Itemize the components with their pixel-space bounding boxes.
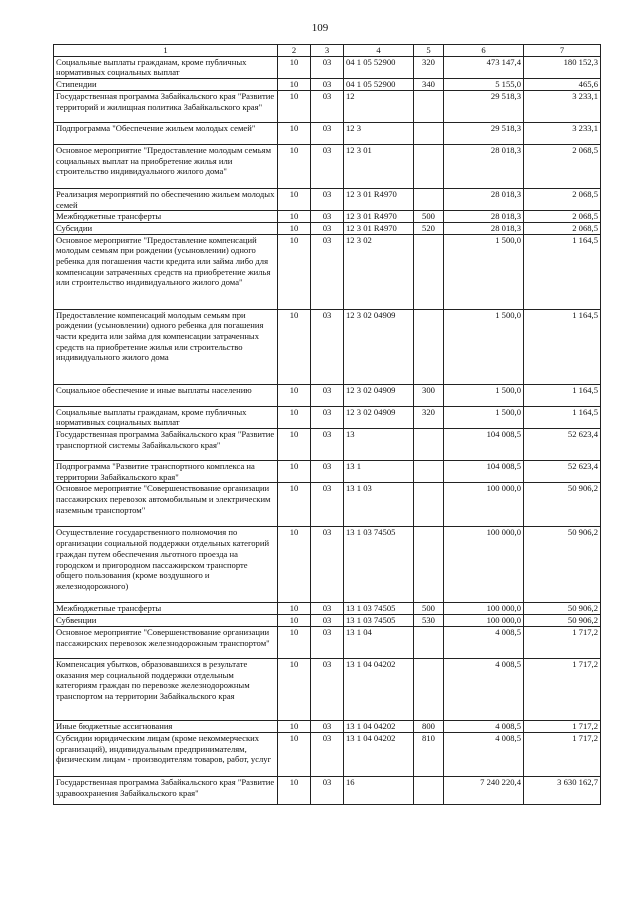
cell-name: Компенсация убытков, образовавшихся в результате оказания мер социальной поддержки отдельным категориям граждан по перевозке железнодорожным транспортом на территории Забайкальского края [54, 658, 278, 720]
cell-name: Межбюджетные трансферты [54, 211, 278, 223]
cell-amount-plan: 104 008,5 [444, 461, 524, 483]
table-row [54, 406, 601, 428]
cell-target-article: 12 3 02 04909 [344, 384, 414, 406]
column-header: 4 [344, 45, 414, 57]
cell-amount-actual: 50 906,2 [524, 615, 601, 627]
cell-name: Социальные выплаты гражданам, кроме публичных нормативных социальных выплат [54, 56, 278, 78]
cell-target-article: 12 3 01 R4970 [344, 222, 414, 234]
column-header: 7 [524, 45, 601, 57]
cell-target-article: 13 1 [344, 461, 414, 483]
cell-target-article: 13 1 03 74505 [344, 615, 414, 627]
cell-expense-type: 800 [414, 720, 444, 732]
cell-amount-plan: 1 500,0 [444, 384, 524, 406]
table-row [54, 429, 601, 461]
cell-section: 10 [278, 122, 311, 144]
cell-target-article: 12 3 01 R4970 [344, 211, 414, 223]
cell-name: Подпрограмма "Обеспечение жильем молодых семей" [54, 122, 278, 144]
cell-amount-actual: 1 717,2 [524, 732, 601, 776]
cell-subsection: 03 [311, 56, 344, 78]
cell-expense-type [414, 626, 444, 658]
table-row [54, 188, 601, 210]
cell-expense-type [414, 188, 444, 210]
cell-name: Стипендии [54, 79, 278, 91]
table-row [54, 527, 601, 603]
cell-section: 10 [278, 776, 311, 804]
cell-name: Основное мероприятие "Совершенствование организации пассажирских перевозок железнодорожным транспортом" [54, 626, 278, 658]
cell-section: 10 [278, 211, 311, 223]
cell-expense-type: 340 [414, 79, 444, 91]
cell-name: Государственная программа Забайкальского края "Развитие здравоохранения Забайкальского края" [54, 776, 278, 804]
cell-amount-actual: 1 164,5 [524, 309, 601, 384]
cell-subsection: 03 [311, 90, 344, 122]
cell-expense-type [414, 309, 444, 384]
cell-amount-plan: 1 500,0 [444, 406, 524, 428]
cell-expense-type: 810 [414, 732, 444, 776]
cell-amount-plan: 1 500,0 [444, 309, 524, 384]
cell-name: Государственная программа Забайкальского края "Развитие транспортной системы Забайкальского края" [54, 429, 278, 461]
cell-target-article: 12 3 02 04909 [344, 406, 414, 428]
cell-amount-plan: 4 008,5 [444, 720, 524, 732]
column-header: 5 [414, 45, 444, 57]
cell-target-article: 04 1 05 52900 [344, 79, 414, 91]
cell-subsection: 03 [311, 776, 344, 804]
cell-target-article: 13 1 03 74505 [344, 603, 414, 615]
cell-amount-actual: 1 717,2 [524, 658, 601, 720]
cell-section: 10 [278, 626, 311, 658]
cell-target-article: 13 1 04 [344, 626, 414, 658]
cell-amount-actual: 1 164,5 [524, 384, 601, 406]
table-row [54, 626, 601, 658]
column-header: 2 [278, 45, 311, 57]
cell-subsection: 03 [311, 461, 344, 483]
cell-target-article: 12 3 02 [344, 234, 414, 309]
cell-section: 10 [278, 732, 311, 776]
cell-section: 10 [278, 527, 311, 603]
cell-amount-actual: 2 068,5 [524, 188, 601, 210]
table-row [54, 658, 601, 720]
cell-expense-type: 520 [414, 222, 444, 234]
cell-subsection: 03 [311, 384, 344, 406]
cell-amount-plan: 5 155,0 [444, 79, 524, 91]
cell-target-article: 12 3 01 R4970 [344, 188, 414, 210]
column-header: 1 [54, 45, 278, 57]
cell-section: 10 [278, 461, 311, 483]
cell-name: Реализация мероприятий по обеспечению жильем молодых семей [54, 188, 278, 210]
table-row [54, 211, 601, 223]
cell-amount-actual: 50 906,2 [524, 483, 601, 527]
cell-section: 10 [278, 603, 311, 615]
table-row [54, 144, 601, 188]
cell-amount-actual: 3 233,1 [524, 90, 601, 122]
cell-amount-actual: 2 068,5 [524, 144, 601, 188]
cell-name: Субсидии [54, 222, 278, 234]
table-row [54, 90, 601, 122]
cell-subsection: 03 [311, 144, 344, 188]
cell-target-article: 13 1 03 74505 [344, 527, 414, 603]
cell-amount-actual: 52 623,4 [524, 429, 601, 461]
cell-subsection: 03 [311, 188, 344, 210]
cell-amount-plan: 100 000,0 [444, 603, 524, 615]
cell-expense-type [414, 90, 444, 122]
table-row [54, 732, 601, 776]
table-row [54, 615, 601, 627]
cell-subsection: 03 [311, 222, 344, 234]
cell-amount-actual: 1 717,2 [524, 720, 601, 732]
cell-amount-plan: 28 018,3 [444, 188, 524, 210]
cell-amount-actual: 465,6 [524, 79, 601, 91]
cell-name: Государственная программа Забайкальского края "Развитие территорий и жилищная политика Забайкальского края" [54, 90, 278, 122]
column-header: 6 [444, 45, 524, 57]
cell-name: Социальные выплаты гражданам, кроме публичных нормативных социальных выплат [54, 406, 278, 428]
cell-section: 10 [278, 222, 311, 234]
cell-section: 10 [278, 56, 311, 78]
cell-subsection: 03 [311, 626, 344, 658]
cell-section: 10 [278, 384, 311, 406]
cell-amount-plan: 29 518,3 [444, 90, 524, 122]
cell-expense-type [414, 144, 444, 188]
cell-subsection: 03 [311, 615, 344, 627]
cell-amount-plan: 7 240 220,4 [444, 776, 524, 804]
cell-section: 10 [278, 406, 311, 428]
cell-subsection: 03 [311, 122, 344, 144]
cell-section: 10 [278, 615, 311, 627]
cell-name: Иные бюджетные ассигнования [54, 720, 278, 732]
table-row [54, 234, 601, 309]
table-row [54, 776, 601, 804]
cell-amount-actual: 2 068,5 [524, 211, 601, 223]
cell-amount-actual: 3 630 162,7 [524, 776, 601, 804]
cell-subsection: 03 [311, 429, 344, 461]
cell-target-article: 13 1 04 04202 [344, 732, 414, 776]
cell-name: Основное мероприятие "Предоставление компенсаций молодым семьям при рождении (усыновлении) одного ребенка для погашения части кредита или займа либо для компенсации затраченных средств на приобретение жилья или строительство индивидуального жилого дома" [54, 234, 278, 309]
cell-section: 10 [278, 658, 311, 720]
table-row [54, 309, 601, 384]
cell-amount-actual: 180 152,3 [524, 56, 601, 78]
table-row [54, 603, 601, 615]
cell-section: 10 [278, 188, 311, 210]
cell-name: Основное мероприятие "Предоставление молодым семьям социальных выплат на приобретение жилья или строительство индивидуального жилого дома" [54, 144, 278, 188]
cell-target-article: 04 1 05 52900 [344, 56, 414, 78]
cell-name: Социальное обеспечение и иные выплаты населению [54, 384, 278, 406]
cell-amount-actual: 2 068,5 [524, 222, 601, 234]
cell-section: 10 [278, 79, 311, 91]
cell-subsection: 03 [311, 406, 344, 428]
cell-amount-plan: 473 147,4 [444, 56, 524, 78]
cell-expense-type [414, 776, 444, 804]
cell-expense-type [414, 658, 444, 720]
table-header-row [54, 45, 601, 57]
cell-subsection: 03 [311, 603, 344, 615]
cell-expense-type: 320 [414, 406, 444, 428]
cell-name: Подпрограмма "Развитие транспортного комплекса на территории Забайкальского края" [54, 461, 278, 483]
cell-amount-plan: 28 018,3 [444, 211, 524, 223]
cell-section: 10 [278, 429, 311, 461]
cell-expense-type [414, 429, 444, 461]
cell-name: Предоставление компенсаций молодым семьям при рождении (усыновлении) одного ребенка для погашения части кредита или займа для компенсации затраченных средств на приобретение жилья или строительство индивидуального жилого дома [54, 309, 278, 384]
table-body [54, 56, 601, 804]
cell-amount-plan: 100 000,0 [444, 527, 524, 603]
cell-target-article: 12 3 02 04909 [344, 309, 414, 384]
cell-expense-type: 530 [414, 615, 444, 627]
cell-subsection: 03 [311, 527, 344, 603]
cell-subsection: 03 [311, 79, 344, 91]
cell-amount-plan: 29 518,3 [444, 122, 524, 144]
cell-name: Субвенции [54, 615, 278, 627]
table-row [54, 461, 601, 483]
cell-expense-type: 300 [414, 384, 444, 406]
cell-amount-plan: 28 018,3 [444, 222, 524, 234]
cell-amount-actual: 52 623,4 [524, 461, 601, 483]
cell-section: 10 [278, 144, 311, 188]
cell-expense-type: 320 [414, 56, 444, 78]
cell-amount-actual: 50 906,2 [524, 527, 601, 603]
cell-subsection: 03 [311, 720, 344, 732]
cell-amount-actual: 1 717,2 [524, 626, 601, 658]
table-row [54, 384, 601, 406]
cell-amount-actual: 1 164,5 [524, 234, 601, 309]
cell-expense-type: 500 [414, 211, 444, 223]
cell-amount-actual: 1 164,5 [524, 406, 601, 428]
cell-amount-plan: 28 018,3 [444, 144, 524, 188]
cell-subsection: 03 [311, 658, 344, 720]
cell-section: 10 [278, 309, 311, 384]
cell-amount-plan: 4 008,5 [444, 626, 524, 658]
cell-target-article: 13 1 03 [344, 483, 414, 527]
cell-subsection: 03 [311, 211, 344, 223]
cell-subsection: 03 [311, 483, 344, 527]
column-header: 3 [311, 45, 344, 57]
cell-amount-plan: 100 000,0 [444, 483, 524, 527]
cell-target-article: 13 1 04 04202 [344, 658, 414, 720]
cell-expense-type [414, 483, 444, 527]
cell-section: 10 [278, 483, 311, 527]
cell-expense-type [414, 461, 444, 483]
cell-section: 10 [278, 234, 311, 309]
cell-section: 10 [278, 720, 311, 732]
cell-amount-actual: 3 233,1 [524, 122, 601, 144]
page-number: 109 [311, 22, 329, 34]
cell-name: Осуществление государственного полномочия по организации социальной поддержки отдельных категорий граждан путем обеспечения льготного проезда на городском и пригородном пассажирском транспорте общего пользования (кроме воздушного и железнодорожного) [54, 527, 278, 603]
table-row [54, 222, 601, 234]
cell-name: Субсидии юридическим лицам (кроме некоммерческих организаций), индивидуальным предпринимателям, физическим лицам - производителям товаров, работ, услуг [54, 732, 278, 776]
cell-expense-type [414, 122, 444, 144]
cell-expense-type [414, 234, 444, 309]
cell-subsection: 03 [311, 234, 344, 309]
table-row [54, 720, 601, 732]
cell-target-article: 13 [344, 429, 414, 461]
cell-name: Основное мероприятие "Совершенствование организации пассажирских перевозок автомобильным и электрическим наземным транспортом" [54, 483, 278, 527]
cell-subsection: 03 [311, 309, 344, 384]
table-row [54, 79, 601, 91]
table-row [54, 56, 601, 78]
cell-section: 10 [278, 90, 311, 122]
table-row [54, 122, 601, 144]
cell-target-article: 12 [344, 90, 414, 122]
cell-subsection: 03 [311, 732, 344, 776]
cell-expense-type [414, 527, 444, 603]
table-row [54, 483, 601, 527]
cell-amount-plan: 4 008,5 [444, 732, 524, 776]
cell-amount-plan: 1 500,0 [444, 234, 524, 309]
cell-amount-plan: 100 000,0 [444, 615, 524, 627]
cell-target-article: 12 3 [344, 122, 414, 144]
cell-amount-plan: 4 008,5 [444, 658, 524, 720]
cell-amount-actual: 50 906,2 [524, 603, 601, 615]
cell-target-article: 16 [344, 776, 414, 804]
budget-table [53, 44, 601, 805]
cell-target-article: 12 3 01 [344, 144, 414, 188]
cell-expense-type: 500 [414, 603, 444, 615]
cell-target-article: 13 1 04 04202 [344, 720, 414, 732]
cell-amount-plan: 104 008,5 [444, 429, 524, 461]
cell-name: Межбюджетные трансферты [54, 603, 278, 615]
